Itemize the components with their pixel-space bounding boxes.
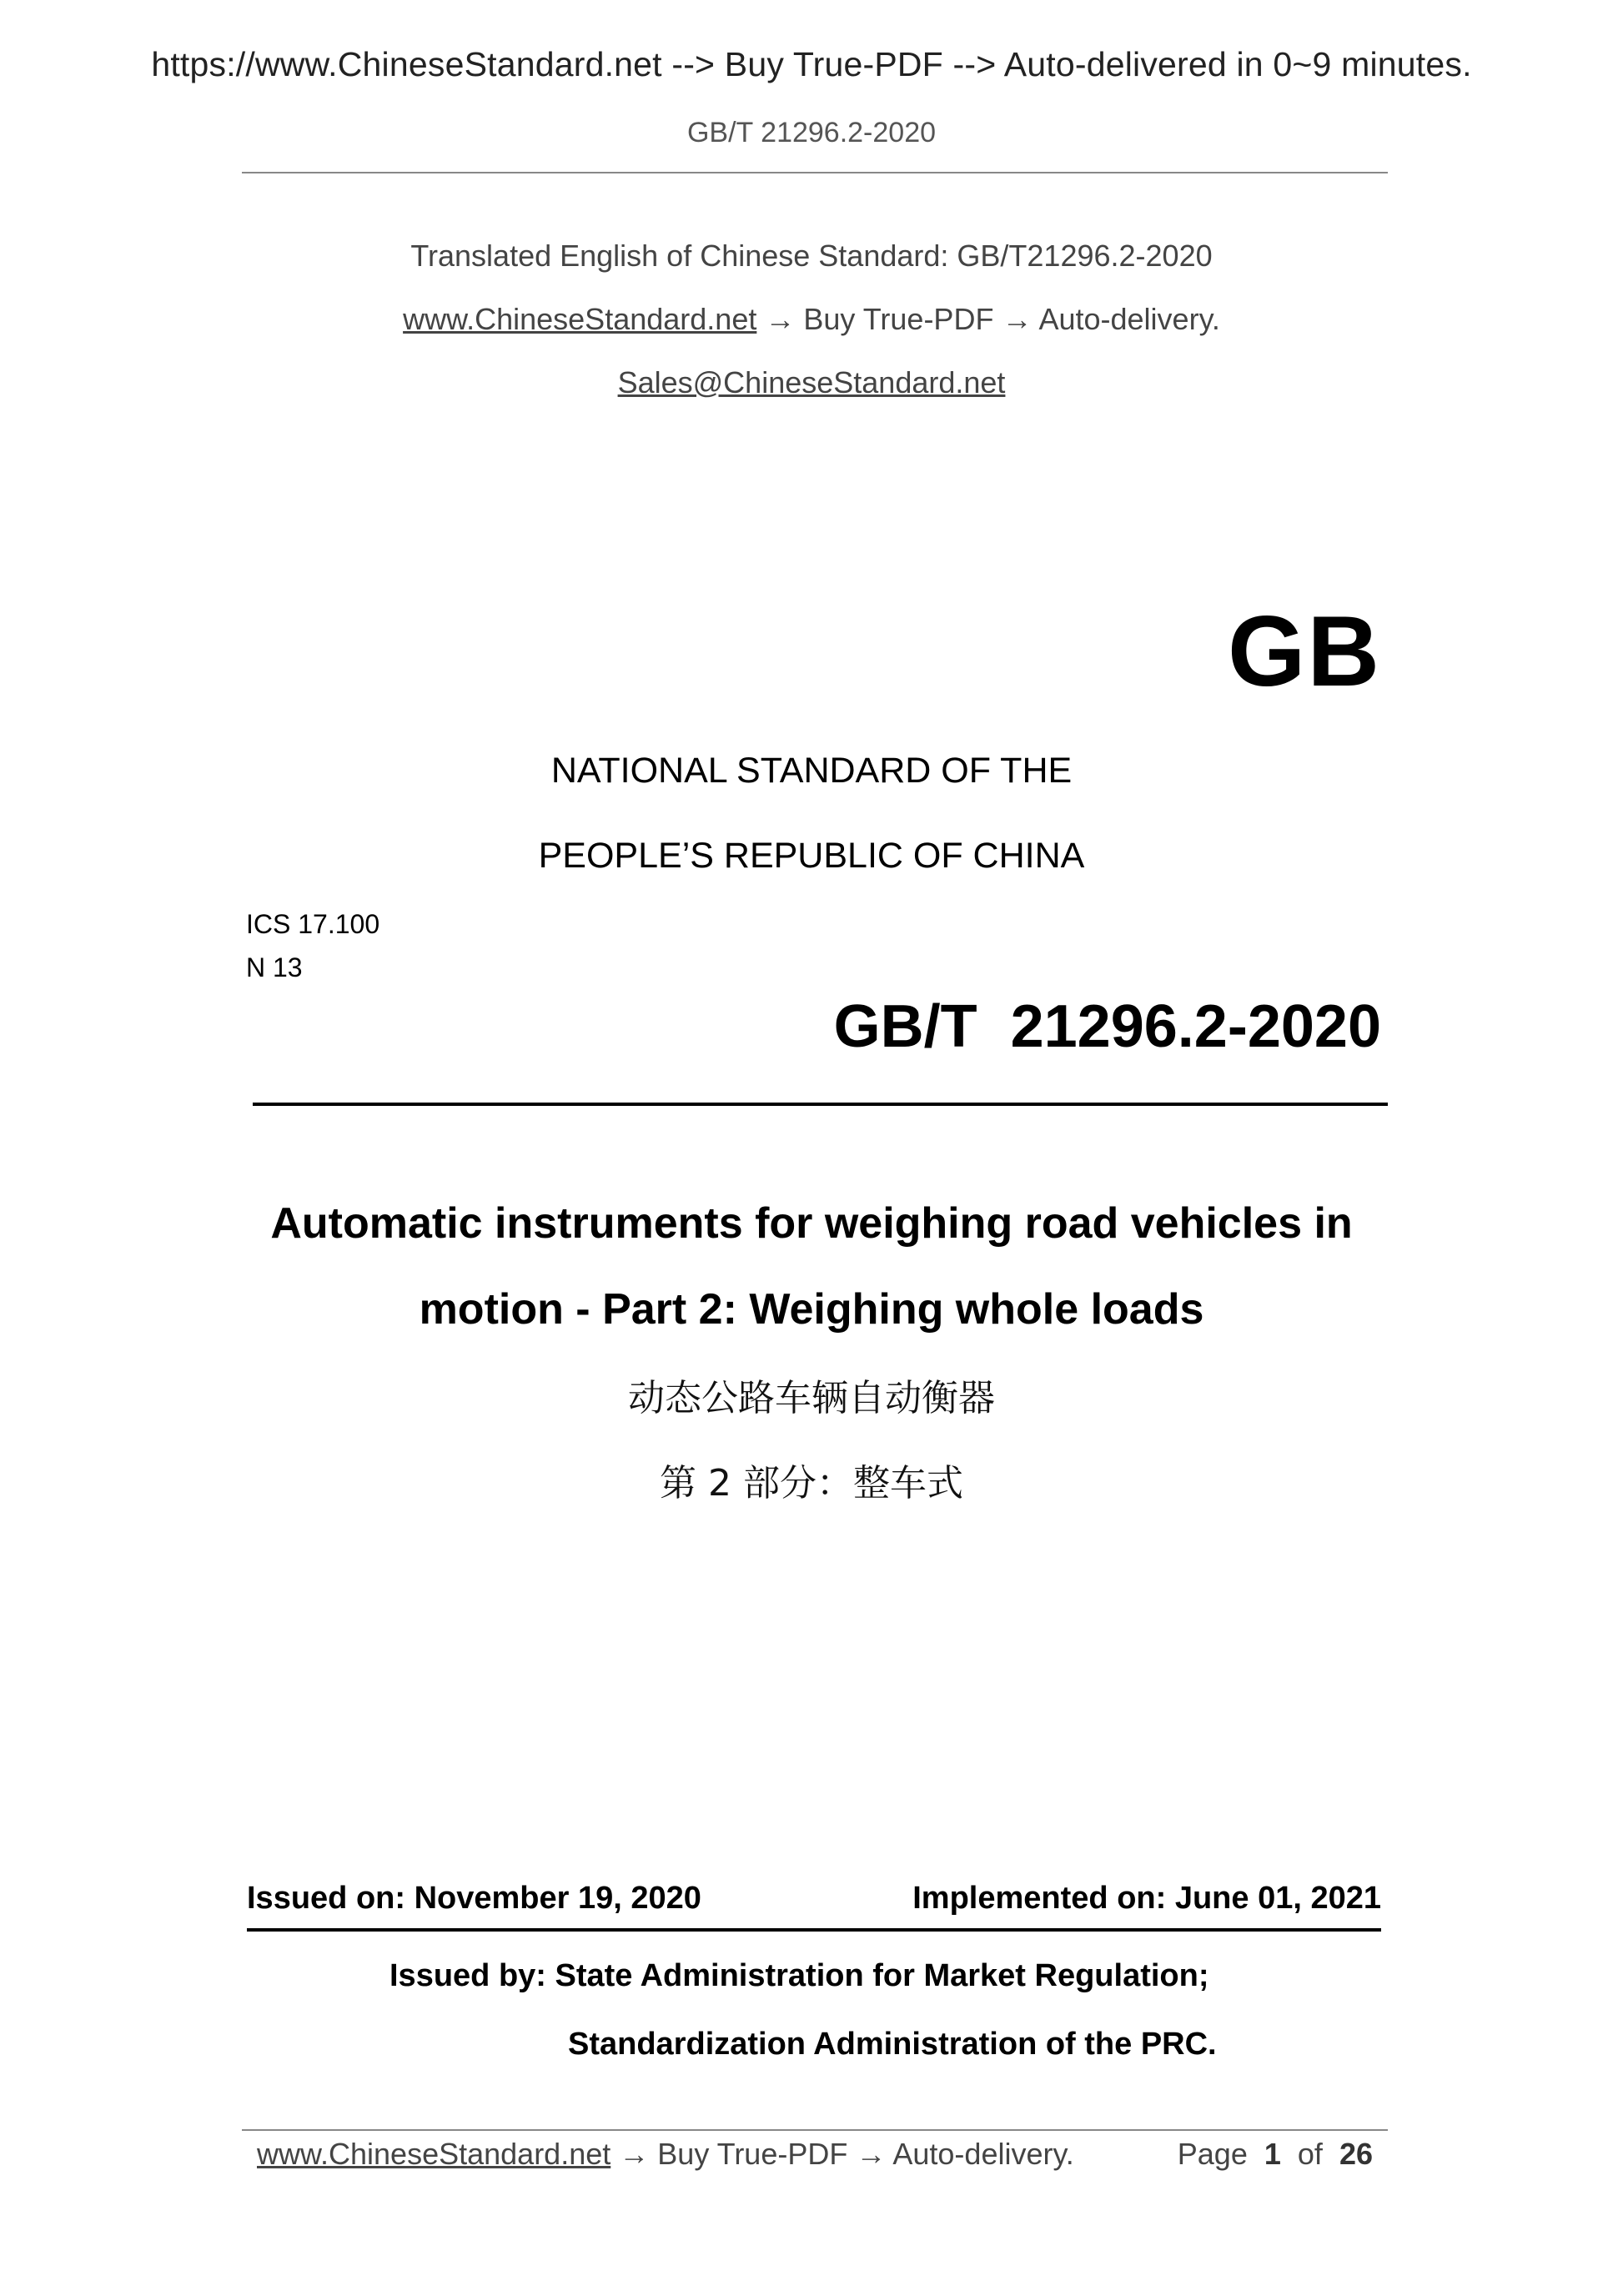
translation-notice: Translated English of Chinese Standard: GB/T21296.2-2020 bbox=[410, 239, 1213, 273]
page-label: Page bbox=[1177, 2137, 1248, 2171]
page-number: 1 bbox=[1264, 2137, 1281, 2171]
standard-number bbox=[834, 992, 1381, 1061]
buy-text: Buy True-PDF bbox=[803, 302, 994, 336]
english-title-line-1: Automatic instruments for weighing road vehicles in bbox=[270, 1199, 1353, 1248]
arrow-right-icon: → bbox=[856, 2137, 887, 2171]
implemented-on-date: Implemented on: June 01, 2021 bbox=[912, 1881, 1381, 1916]
site-link[interactable]: www.ChineseStandard.net bbox=[403, 302, 757, 336]
standard-code: 21296.2-2020 bbox=[1010, 993, 1381, 1060]
national-standard-line-1: NATIONAL STANDARD OF THE bbox=[550, 751, 1073, 791]
arrow-right-icon: → bbox=[619, 2137, 650, 2171]
page-total: 26 bbox=[1339, 2137, 1373, 2171]
page-indicator bbox=[1178, 2137, 1373, 2172]
ics-code: ICS 17.100 bbox=[246, 909, 380, 939]
gb-logo-mark: GB bbox=[1228, 595, 1381, 707]
purchase-links bbox=[0, 302, 1623, 337]
source-banner: https://www.ChineseStandard.net --> Buy True-PDF --> Auto-delivered in 0~9 minutes. bbox=[151, 45, 1472, 83]
chinese-title-line-1: 动态公路车辆自动衡器 bbox=[628, 1377, 995, 1419]
footer-delivery-text: Auto-delivery. bbox=[892, 2137, 1074, 2171]
issuing-authority-line-1: Issued by: State Administration for Market Regulation; bbox=[389, 1958, 1209, 1993]
standard-prefix: GB/T bbox=[833, 993, 977, 1060]
sales-email bbox=[0, 365, 1623, 400]
issued-on-date: Issued on: November 19, 2020 bbox=[247, 1881, 701, 1916]
english-title-line-2: motion - Part 2: Weighing whole loads bbox=[419, 1285, 1204, 1334]
header-divider bbox=[242, 172, 1388, 173]
running-header-code: GB/T 21296.2-2020 bbox=[686, 117, 937, 148]
arrow-right-icon: → bbox=[765, 302, 796, 336]
issue-divider bbox=[247, 1928, 1381, 1932]
sales-email-link[interactable]: Sales@ChineseStandard.net bbox=[617, 365, 1006, 399]
chinese-title-line-2: 第 2 部分：整车式 bbox=[660, 1462, 963, 1505]
arrow-right-icon: → bbox=[1002, 302, 1033, 336]
issuing-authority-line-2: Standardization Administration of the PRC. bbox=[568, 2027, 1217, 2062]
footer-site-link[interactable]: www.ChineseStandard.net bbox=[257, 2137, 611, 2171]
ccs-code: N 13 bbox=[246, 952, 303, 982]
footer-divider bbox=[242, 2129, 1388, 2131]
footer-purchase-links bbox=[257, 2137, 1074, 2172]
of-label: of bbox=[1297, 2137, 1323, 2171]
national-standard-line-2: PEOPLE’S REPUBLIC OF CHINA bbox=[538, 836, 1085, 876]
title-divider bbox=[253, 1103, 1388, 1106]
footer-buy-text: Buy True-PDF bbox=[657, 2137, 848, 2171]
delivery-text: Auto-delivery. bbox=[1038, 302, 1220, 336]
